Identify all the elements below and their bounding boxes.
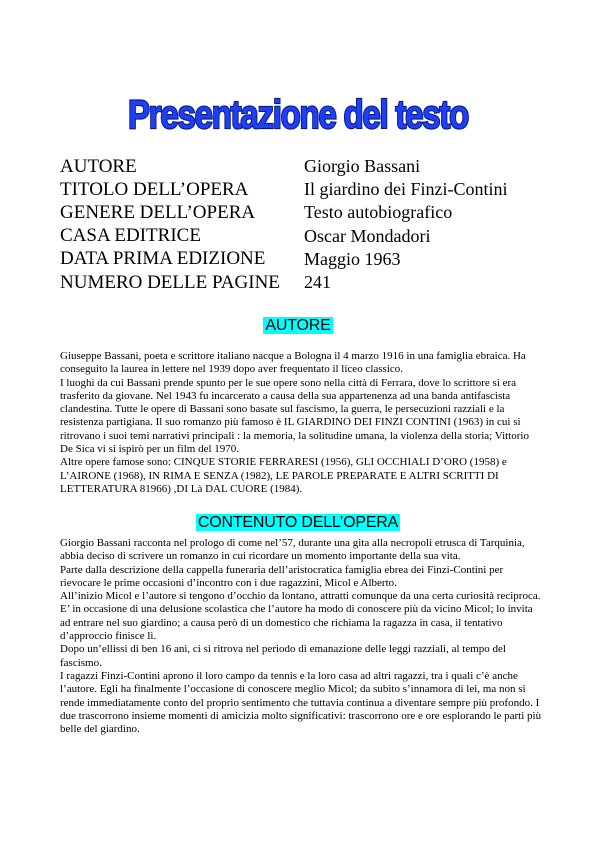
info-row-numero-pagine bbox=[60, 271, 540, 294]
info-label: AUTORE bbox=[60, 155, 137, 177]
section-heading-text: CONTENUTO DELL’OPERA bbox=[197, 514, 399, 531]
wordart-title bbox=[0, 62, 596, 142]
section-heading-text: AUTORE bbox=[265, 317, 331, 334]
paragraph: I luoghi da cui Bassani prende spunto per le sue opere sono nella città di Ferrara, dove lo scrittore si era trasferito da giovane. Nel 1943 fu incarcerato a causa della sua appartenenza ad una banda antifascista clandestina. Tutte le opere di Bassani sono basate sul fascismo, la guerra, le persecuzioni razziali e la resistenza partigiana. Il suo romanzo più famoso è IL GIARDINO DEI FINZI CONTINI (1963) in cui si ritrovano i suoi temi narrativi principali : la memoria, la solitudine umana, la violenza della storia; Vittorio De Sica vi si ispirò per un film del 1970. bbox=[60, 376, 529, 456]
info-value: Il giardino dei Finzi-Contini bbox=[304, 179, 508, 200]
info-label: CASA EDITRICE bbox=[60, 225, 201, 247]
paragraph: Giorgio Bassani racconta nel prologo di come nel’57, durante una gita alla necropoli etrusca di Tarquinia, abbia deciso di scrivere un romanzo in cui ricordare un momento importante della sua vita. bbox=[60, 537, 525, 563]
section-body-autore bbox=[60, 350, 544, 496]
info-value: 241 bbox=[304, 272, 331, 293]
info-row-casa-editrice bbox=[60, 225, 540, 248]
paragraph: All’inizio Micol e l’autore si tengono d’occhio da lontano, attratti comunque da una certa curiosità reciproca. bbox=[60, 590, 541, 603]
info-label: DATA PRIMA EDIZIONE bbox=[60, 248, 266, 270]
paragraph: I ragazzi Finzi-Contini aprono il loro campo da tennis e la loro casa ad altri ragazzi, tra i quali c’è anche l’autore. Egli ha finalmente l’occasione di conoscere meglio Micol; da subito s’innamora di lei, ma non si rende immediatamente conto del proprio sentimento che tuttavia continua a diventare sempre più profondo. I due trascorrono insieme momenti di amicizia molto significativi: trascorrono ore e ore esplorando le parti più belle del giardino. bbox=[60, 669, 542, 736]
paragraph: Giuseppe Bassani, poeta e scrittore italiano nacque a Bologna il 4 marzo 1916 in una famiglia ebraica. Ha conseguito la laurea in lettere nel 1939 dopo aver frequentato il liceo classico. bbox=[60, 350, 526, 376]
paragraph: Parte dalla descrizione della cappella funeraria dell’aristocratica famiglia ebrea dei Finzi-Contini per rievocare le prime occasioni d’incontro con i due ragazzini, Micol e Alberto. bbox=[60, 563, 504, 589]
paragraph: Dopo un’ellissi di ben 16 ani, ci si ritrova nel periodo di emanazione delle leggi razziali, al tempo del fascismo. bbox=[60, 643, 506, 669]
paragraph: E’ in occasione di una delusione scolastica che l’autore ha modo di conoscere più da vicino Micol; lo invita ad entrare nel suo giardino; a causa però di un domestico che richiama la ragazza in casa, il tentativo d’approccio finisce lì. bbox=[60, 603, 533, 643]
info-value: Maggio 1963 bbox=[304, 248, 401, 269]
info-label: NUMERO DELLE PAGINE bbox=[60, 271, 280, 293]
info-label: TITOLO DELL’OPERA bbox=[60, 178, 249, 200]
book-info-table bbox=[60, 155, 540, 294]
section-body-contenuto bbox=[60, 537, 544, 736]
info-row-titolo bbox=[60, 178, 540, 201]
info-row-autore bbox=[60, 155, 540, 178]
info-row-genere bbox=[60, 201, 540, 224]
section-heading-contenuto bbox=[0, 514, 596, 532]
info-value: Testo autobiografico bbox=[304, 202, 453, 223]
info-row-data-edizione bbox=[60, 248, 540, 271]
page-title: Presentazione del testo bbox=[128, 93, 469, 137]
section-heading-autore bbox=[0, 317, 596, 335]
info-label: GENERE DELL’OPERA bbox=[60, 201, 256, 223]
wordart-title-svg bbox=[0, 62, 596, 142]
paragraph: Altre opere famose sono: CINQUE STORIE FERRARESI (1956), GLI OCCHIALI D’ORO (1958) e L’AIRONE (1968), IN RIMA E SENZA (1982), LE PAROLE PREPARATE E ALTRI SCRITTI DI LETTERATURA 81966) ,DI Là DAL CUORE (1984). bbox=[60, 456, 507, 495]
info-value: Giorgio Bassani bbox=[304, 156, 421, 177]
info-value: Oscar Mondadori bbox=[304, 225, 431, 246]
